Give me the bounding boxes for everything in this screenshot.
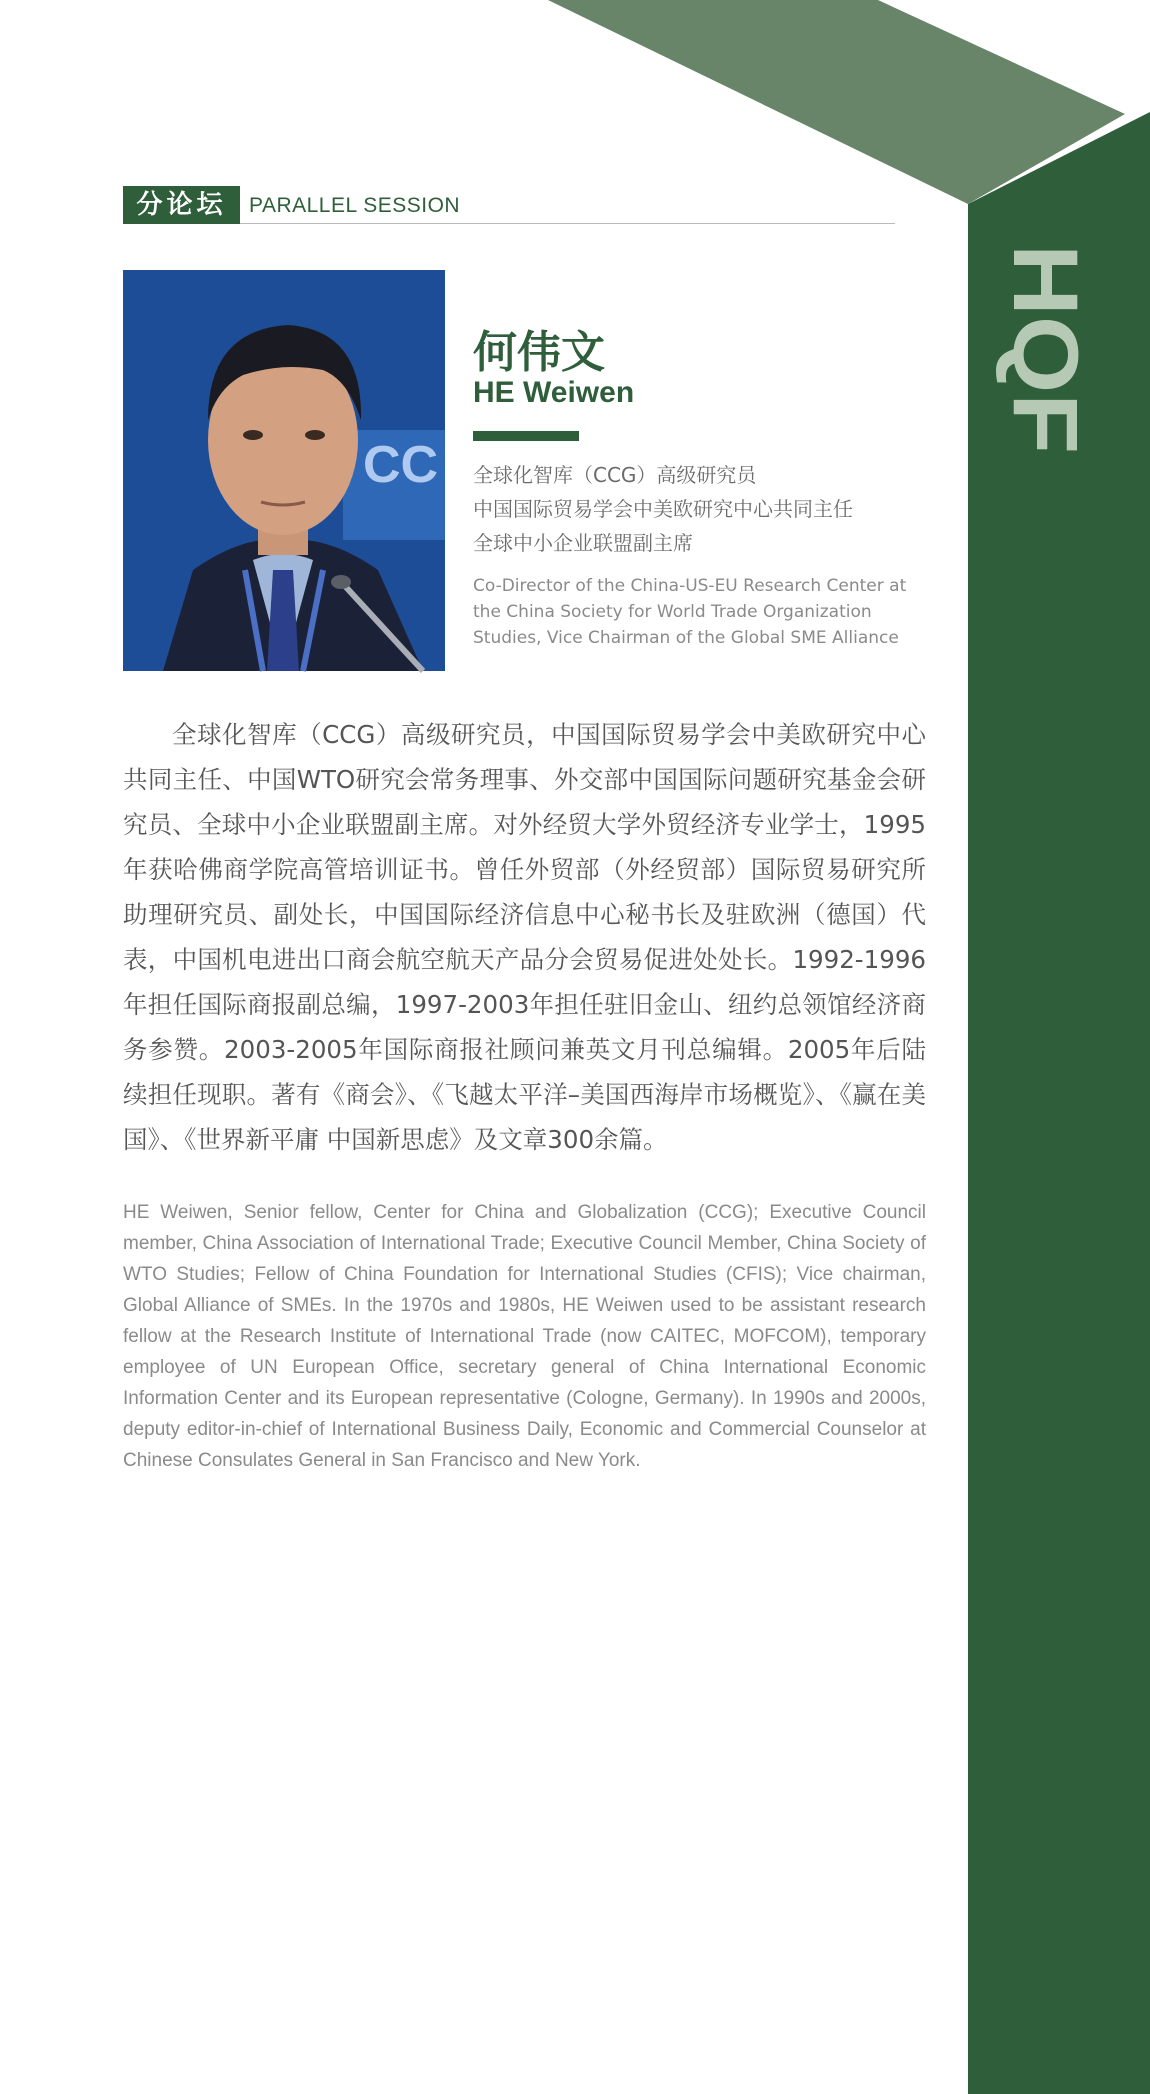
speaker-photo <box>123 270 445 671</box>
biography-en: HE Weiwen, Senior fellow, Center for China and Globalization (CCG); Executive Council member, China Association of International Trade; Executive Council Member, China Society of WTO Studies; Fellow of China Foundation for International Studies (CFIS); Vice chairman, Global Alliance of SMEs. In the 1970s and 1980s, HE Weiwen used to be assistant research fellow at the Research Institute of International Trade (now CAITEC, MOFCOM), temporary employee of UN European Office, secretary general of China International Economic Information Center and its European representative (Cologne, Germany). In 1990s and 2000s, deputy editor-in-chief of International Business Daily, Economic and Commercial Counselor at Chinese Consulates General in San Francisco and New York. <box>123 1202 926 1471</box>
title-line: 中国国际贸易学会中美欧研究中心共同主任 <box>473 497 853 521</box>
header-divider <box>240 223 895 224</box>
hqf-logo-text: HQF <box>994 244 1096 439</box>
svg-text:CC: CC <box>363 436 439 494</box>
session-tag: 分论坛 <box>123 186 240 224</box>
session-label: PARALLEL SESSION <box>249 194 461 217</box>
biography-cn: 全球化智库（CCG）高级研究员，中国国际贸易学会中美欧研究中心共同主任、中国WTO研究会常务理事、外交部中国国际问题研究基金会研究员、全球中小企业联盟副主席。对外经贸大学外贸经济专业学士，1995年获哈佛商学院高管培训证书。曾任外贸部（外经贸部）国际贸易研究所助理研究员、副处长，中国国际经济信息中心秘书长及驻欧洲（德国）代表，中国机电进出口商会航空航天产品分会贸易促进处处长。1992-1996年担任国际商报副总编，1997-2003年担任驻旧金山、纽约总领馆经济商务参赞。2003-2005年国际商报社顾问兼英文月刊总编辑。2005年后陆续担任现职。著有《商会》、《飞越太平洋–美国西海岸市场概览》、《赢在美国》、《世界新平庸 中国新思虑》及文章300余篇。 <box>123 720 926 1154</box>
name-accent-bar <box>473 431 579 441</box>
session-header <box>123 186 895 226</box>
hqf-logo <box>994 240 1096 460</box>
title-line: 全球中小企业联盟副主席 <box>473 531 693 555</box>
speaker-titles-cn <box>473 458 913 560</box>
portrait-illustration <box>123 270 445 671</box>
title-line: 全球化智库（CCG）高级研究员 <box>473 463 757 487</box>
speaker-name-en: HE Weiwen <box>473 376 635 409</box>
speaker-title-en: Co-Director of the China-US-EU Research Center at the China Society for World Trade Organization Studies, Vice Chairman of the Global SME Alliance <box>473 576 907 648</box>
speaker-name-cn: 何伟文 <box>473 327 605 378</box>
